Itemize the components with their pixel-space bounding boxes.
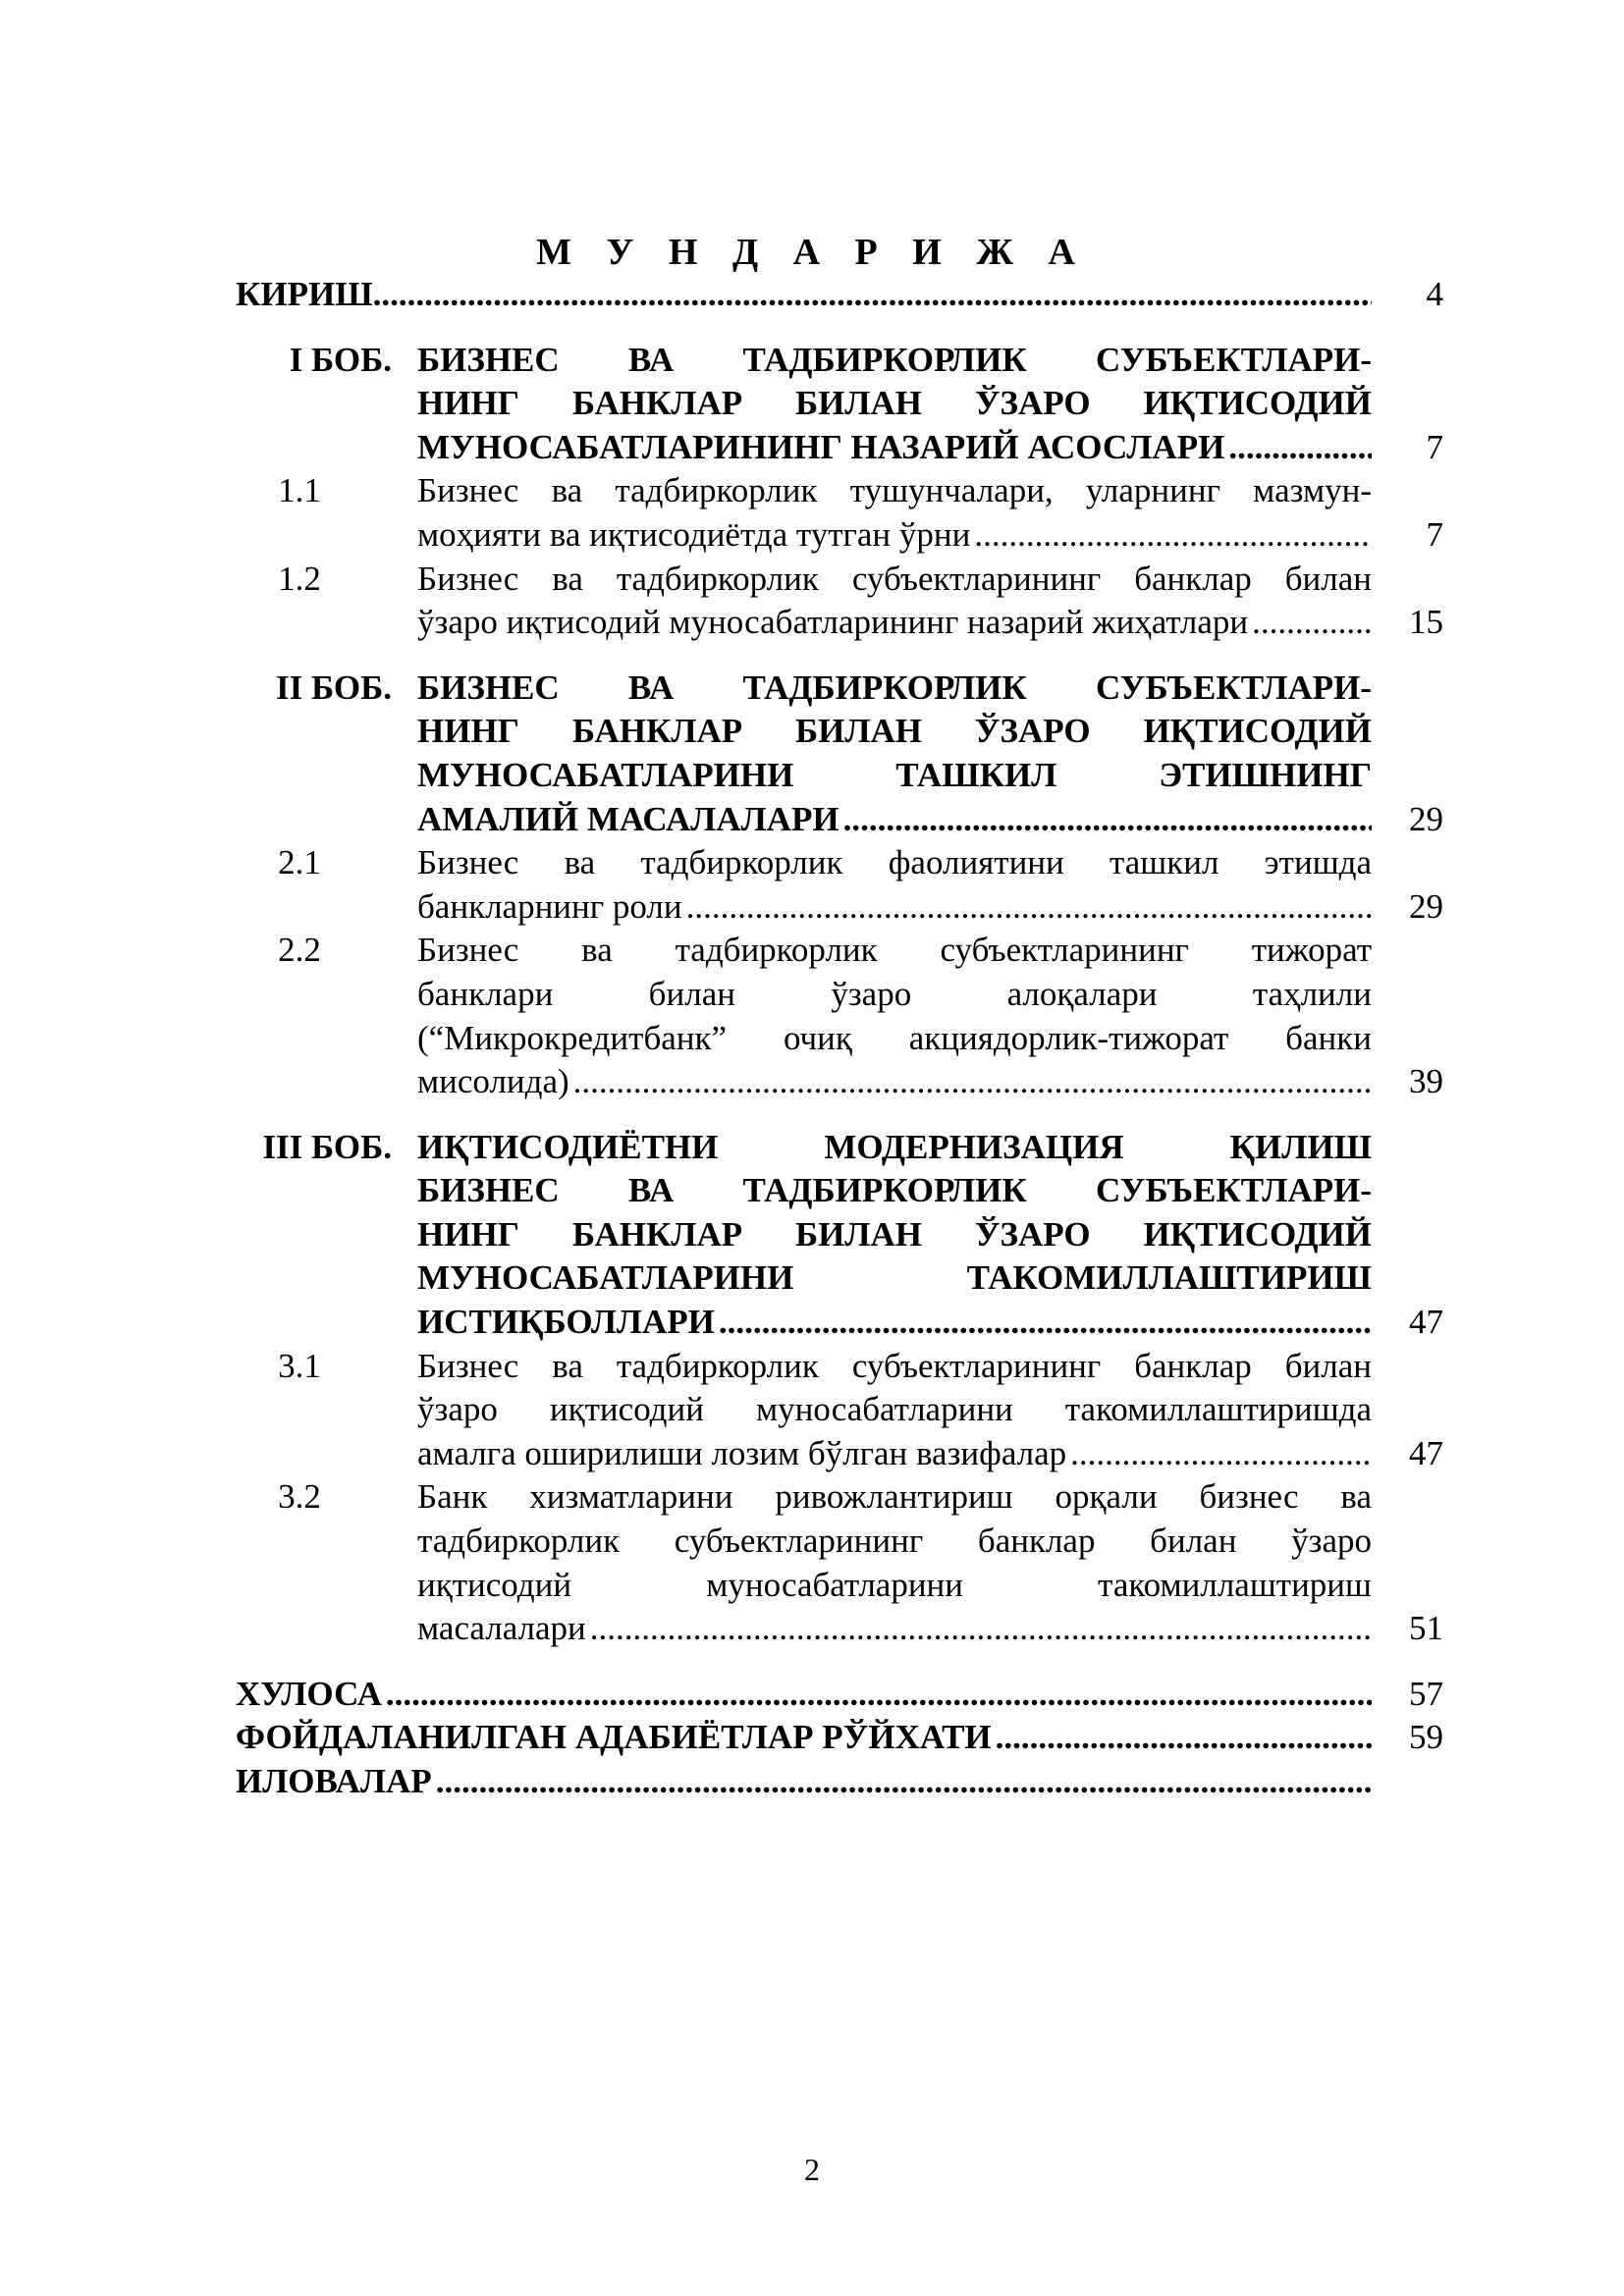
section-number: 1.1: [278, 471, 321, 510]
toc-entry-references[interactable]: [236, 1716, 1443, 1760]
leader-line: [236, 1760, 1372, 1804]
toc-entry-section-3-2[interactable]: [236, 1475, 1443, 1650]
leader-line: [417, 1432, 1372, 1476]
toc-entry-chapter-1[interactable]: [236, 339, 1443, 470]
leader-line: [417, 1607, 1372, 1651]
section-title-line: тадбиркорлик субъектларининг банклар билан ўзаро: [417, 1522, 1372, 1561]
chapter-label: II БОБ.: [275, 667, 392, 707]
section-number: 2.2: [278, 931, 321, 970]
chapter-title-line: НИНГ БАНКЛАР БИЛАН ЎЗАРО ИҚТИСОДИЙ: [417, 712, 1372, 751]
toc-entry-section-1-1[interactable]: [236, 469, 1443, 557]
page-ref: 7: [1426, 427, 1443, 466]
chapter-title-line: МУНОСАБАТЛАРИНИНГ НАЗАРИЙ АСОСЛАРИ: [417, 427, 1225, 466]
chapter-title-line: БИЗНЕС ВА ТАДБИРКОРЛИК СУБЪЕКТЛАРИ-: [417, 667, 1372, 707]
section-title-line: (“Микрокредитбанк” очиқ акциядорлик-тижорат банки: [417, 1018, 1372, 1057]
section-title-line: банклари билан ўзаро алоқалари таҳлили: [417, 974, 1372, 1013]
section-title-line: банкларнинг роли: [417, 886, 682, 926]
leader-line: [417, 1060, 1372, 1104]
chapter-title-line: БИЗНЕС ВА ТАДБИРКОРЛИК СУБЪЕКТЛАРИ-: [417, 340, 1372, 379]
page-ref: 29: [1409, 799, 1443, 838]
leader-line: [236, 1673, 1372, 1717]
leader-line: [417, 513, 1372, 558]
leader-line: [417, 885, 1372, 930]
chapter-label: I БОБ.: [289, 340, 392, 379]
toc-entry-chapter-3[interactable]: [236, 1126, 1443, 1345]
chapter-title-line: ИҚТИСОДИЁТНИ МОДЕРНИЗАЦИЯ ҚИЛИШ: [417, 1127, 1372, 1166]
section-title-line: иқтисодий муносабатларини такомиллаштириш: [417, 1565, 1372, 1604]
section-number: 2.1: [278, 843, 321, 882]
chapter-title-line: БИЗНЕС ВА ТАДБИРКОРЛИК СУБЪЕКТЛАРИ-: [417, 1171, 1372, 1210]
page-number: 2: [804, 2152, 820, 2187]
toc-entry-section-1-2[interactable]: [236, 558, 1443, 645]
section-number: 3.2: [278, 1477, 321, 1517]
section-title-line: мисолида): [417, 1062, 569, 1101]
toc-entry-appendices[interactable]: [236, 1760, 1443, 1804]
page-ref: 29: [1409, 886, 1443, 926]
page-ref: 57: [1409, 1674, 1443, 1713]
entry-title: ХУЛОСА: [236, 1674, 382, 1713]
chapter-title-line: МУНОСАБАТЛАРИНИ ТАШКИЛ ЭТИШНИНГ: [417, 755, 1372, 794]
chapter-title-line: НИНГ БАНКЛАР БИЛАН ЎЗАРО ИҚТИСОДИЙ: [417, 384, 1372, 423]
section-number: 3.1: [278, 1346, 321, 1385]
chapter-title-line: ИСТИҚБОЛЛАРИ: [417, 1303, 715, 1342]
toc-entry-section-2-2[interactable]: [236, 929, 1443, 1103]
toc-entry-section-2-1[interactable]: [236, 841, 1443, 929]
section-title-line: Банк хизматларини ривожлантириш орқали бизнес ва: [417, 1477, 1372, 1517]
leader-line: [236, 273, 1372, 317]
toc-entry-section-3-1[interactable]: [236, 1345, 1443, 1476]
section-title-line: масалалари: [417, 1609, 586, 1648]
page-ref: 4: [1426, 275, 1443, 313]
entry-title: ИЛОВАЛАР: [236, 1762, 432, 1800]
entry-title: КИРИШ: [236, 275, 373, 313]
section-title-line: Бизнес ва тадбиркорлик субъектларининг банклар билан: [417, 1346, 1372, 1385]
section-title-line: ўзаро иқтисодий муносабатларининг назарий жиҳатлари: [417, 603, 1249, 642]
section-title-line: Бизнес ва тадбиркорлик субъектларининг банклар билан: [417, 559, 1372, 598]
leader-line: [417, 1301, 1372, 1345]
section-title-line: амалга оширилиши лозим бўлган вазифалар: [417, 1433, 1067, 1472]
leader-line: [236, 1716, 1372, 1760]
page-ref: 47: [1409, 1303, 1443, 1342]
toc-entry-chapter-2[interactable]: [236, 667, 1443, 841]
section-title-line: Бизнес ва тадбиркорлик субъектларининг тижорат: [417, 931, 1372, 970]
leader-line: [417, 601, 1372, 645]
page-ref: 51: [1409, 1609, 1443, 1648]
leader-line: [417, 426, 1372, 470]
table-of-contents: [236, 273, 1443, 1804]
chapter-title-line: АМАЛИЙ МАСАЛАЛАРИ: [417, 799, 839, 838]
section-title-line: Бизнес ва тадбиркорлик тушунчалари, уларнинг мазмун-: [417, 471, 1372, 510]
toc-heading: М У Н Д А Р И Ж А: [536, 232, 1088, 273]
page-ref: 7: [1426, 514, 1443, 554]
chapter-title-line: МУНОСАБАТЛАРИНИ ТАКОМИЛЛАШТИРИШ: [417, 1258, 1372, 1298]
section-title-line: ўзаро иқтисодий муносабатларини такомиллаштиришда: [417, 1390, 1372, 1429]
page-ref: 15: [1409, 603, 1443, 642]
page-ref: 47: [1409, 1433, 1443, 1472]
section-number: 1.2: [278, 559, 321, 598]
toc-entry-conclusion[interactable]: [236, 1673, 1443, 1717]
chapter-title-line: НИНГ БАНКЛАР БИЛАН ЎЗАРО ИҚТИСОДИЙ: [417, 1214, 1372, 1254]
page-ref: 39: [1409, 1062, 1443, 1101]
chapter-label: III БОБ.: [262, 1127, 392, 1166]
page-ref: 59: [1409, 1718, 1443, 1757]
entry-title: ФОЙДАЛАНИЛГАН АДАБИЁТЛАР РЎЙХАТИ: [236, 1718, 992, 1757]
leader-line: [417, 798, 1372, 842]
section-title-line: Бизнес ва тадбиркорлик фаолиятини ташкил этишда: [417, 843, 1372, 882]
section-title-line: моҳияти ва иқтисодиётда тутган ўрни: [417, 514, 971, 554]
toc-entry-intro[interactable]: [236, 273, 1443, 317]
